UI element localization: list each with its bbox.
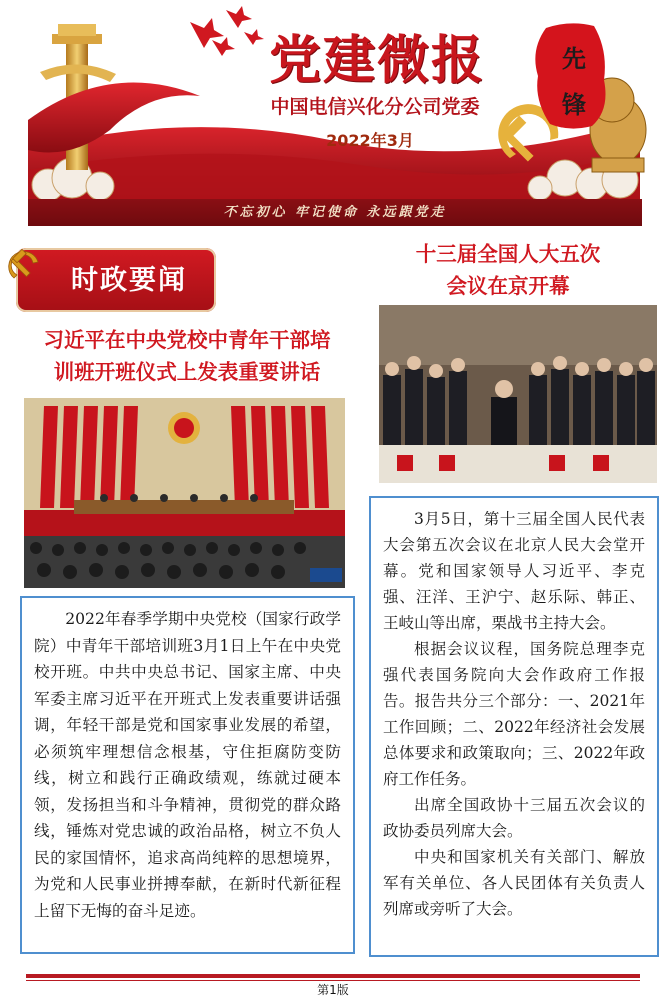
article-2-textbox xyxy=(369,496,659,957)
article-2-headline-line-1: 十三届全国人大五次 xyxy=(415,242,601,266)
article-2-paragraph-4: 中央和国家机关有关部门、解放军有关单位、各人民团体有关负责人列席或旁听了大会。 xyxy=(383,848,645,918)
slogan-banner xyxy=(28,199,642,226)
npc-opening-photo xyxy=(379,305,657,483)
slogan-text: 不忘初心 牢记使命 永远跟党走 xyxy=(223,205,447,220)
pioneer-char-2: 锋 xyxy=(562,91,586,119)
organization-name: 中国电信兴化分公司党委 xyxy=(270,96,480,118)
page-number: 第1版 xyxy=(317,983,349,997)
pioneer-char-1: 先 xyxy=(562,45,586,73)
article-2-paragraph-2: 根据会议议程，国务院总理李克强代表国务院向大会作政府工作报告。报告共分三个部分：一、2021年工作回顾；二、2022年经济社会发展总体要求和政策取向；三、2022年政府工作任务。 xyxy=(383,640,645,788)
newsletter-title: 党建微报 xyxy=(268,31,485,91)
article-2-headline xyxy=(372,238,644,302)
article-2-headline-line-2: 会议在京开幕 xyxy=(446,274,570,298)
pioneer-seal-text xyxy=(554,36,594,128)
article-1-paragraph: 2022年春季学期中央党校（国家行政学院）中青年干部培训班3月1日上午在中央党校开班。中共中央总书记、国家主席、中央军委主席习近平在开班式上发表重要讲话强调，年轻干部是党和国家事业发展的希望，必须筑牢理想信念根基，守住拒腐防变防线，树立和践行正确政绩观，练就过硬本领，发扬担当和斗争精神，贯彻党的群众路线，锤炼对党忠诚的政治品格，树立不负人民的家国情怀，追求高尚纯粹的思想境界，为党和人民事业拼搏奉献，在新时代新征程上留下无悔的奋斗足迹。 xyxy=(34,610,341,920)
article-2-paragraph-3: 出席全国政协十三届五次会议的政协委员列席大会。 xyxy=(383,796,645,840)
footer-rule xyxy=(26,974,640,978)
article-1-headline xyxy=(14,324,360,388)
issue-date: 2022年3月 xyxy=(326,131,414,150)
npc-hall-illustration xyxy=(379,305,657,483)
meeting-hall-photo xyxy=(24,398,345,588)
article-1-headline-line-1: 习近平在中央党校中青年干部培 xyxy=(43,328,331,352)
meeting-hall-illustration xyxy=(24,398,345,588)
hammer-sickle-icon xyxy=(6,248,46,288)
article-1-headline-line-2: 训班开班仪式上发表重要讲话 xyxy=(53,360,321,384)
article-1-textbox xyxy=(20,596,355,954)
section-label: 时政要闻 xyxy=(71,265,187,296)
article-2-paragraph-1: 3月5日，第十三届全国人民代表大会第五次会议在北京人民大会堂开幕。党和国家领导人习近平、李克强、汪洋、王沪宁、赵乐际、韩正、王岐山等出席，栗战书主持大会。 xyxy=(383,510,645,632)
masthead xyxy=(0,0,665,232)
